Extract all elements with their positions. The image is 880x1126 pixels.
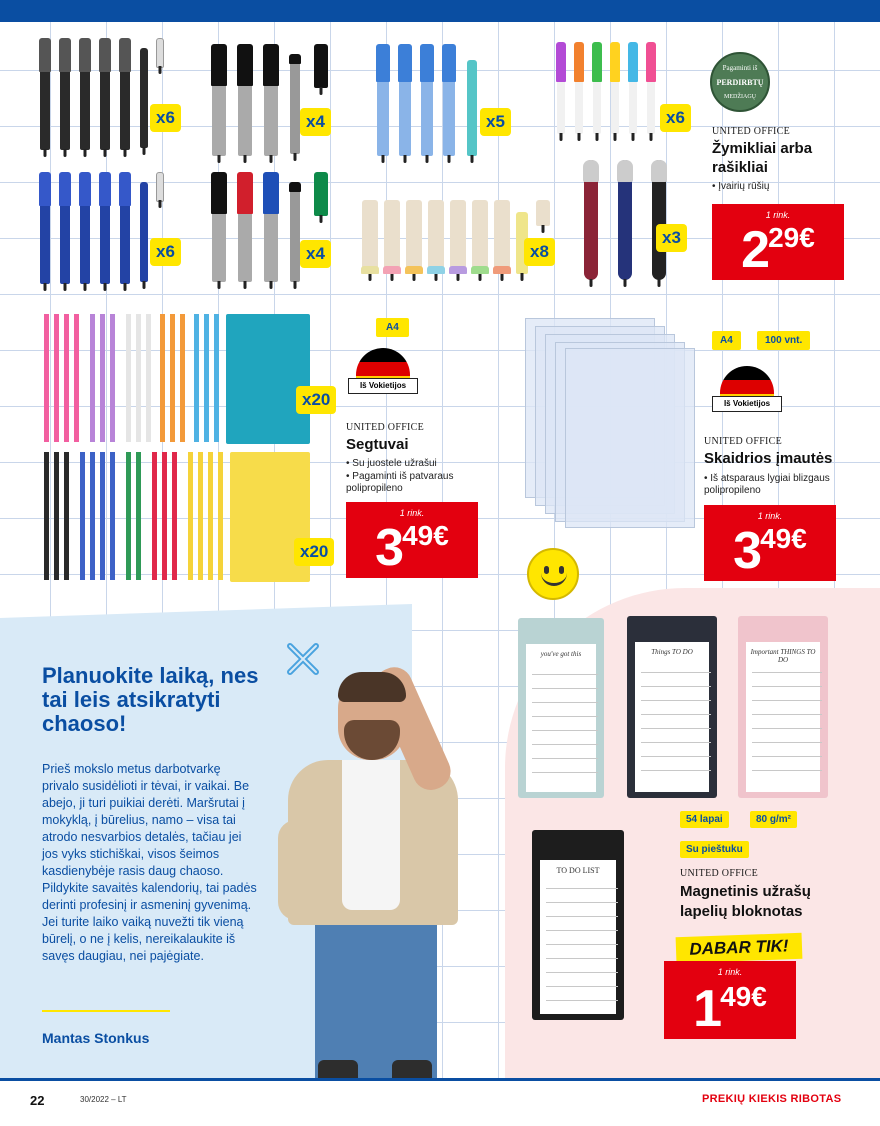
sheet-protectors-image — [525, 318, 695, 528]
qty-badge: x20 — [294, 538, 334, 566]
blog-body: Prieš mokslo metus darbotvarkę privalo susidėlioti ir tėvai, ir vaikai. Be abejo, ji turi puikiai derėti. Maršrutai į mokyklą, į būrelius, namo – visa tai atrodo nesvarbios detalės, tačiau jei jos vyks stichiškai, visos šeimos kasdienybėje rasis daug chaoso. Pildykite savaitės kalendorių, tai padės derinti profesinį ir asmeninį gyvenimą. Jei turite laiko vaiką nuvežti tik vieną būrelį, o ne į kelis, nereikalaukite iš savęs daugiau, nei pajėgiate. — [42, 762, 257, 963]
germany-origin-badge — [348, 348, 418, 404]
blog-title: Planuokite laiką, nes tai leis atsikratyti chaoso! — [42, 663, 259, 737]
product-brand: UNITED OFFICE — [680, 868, 759, 879]
divider — [42, 1010, 170, 1012]
person-photo — [315, 910, 437, 1078]
blog-author: Mantas Stonkus — [42, 1030, 150, 1046]
pad-label: TO DO LIST — [556, 866, 600, 875]
promo-banner: DABAR TIK! — [676, 933, 803, 963]
folders-top-stack — [42, 314, 310, 444]
product-bullet: polipropileno — [704, 485, 761, 496]
page-number: 22 — [30, 1093, 45, 1108]
limited-stock-notice: PREKIŲ KIEKIS RIBOTAS — [702, 1093, 842, 1105]
folders-bottom-stack — [42, 452, 310, 582]
smiley-face-icon — [527, 548, 579, 600]
pages-tag: 54 lapai — [680, 811, 729, 828]
product-bullet: • Pagaminti iš patvaraus — [346, 471, 454, 482]
notepad-image — [532, 830, 624, 1020]
pad-label: Things TO DO — [651, 648, 693, 656]
person-hair — [338, 672, 406, 702]
product-brand: UNITED OFFICE — [712, 126, 791, 137]
notepad-image — [738, 616, 828, 798]
price-unit: 1 rink. — [757, 511, 783, 521]
qty-badge: x6 — [150, 104, 181, 132]
price-value: $1^{49€}$ — [693, 980, 767, 1038]
price-tag — [704, 505, 836, 581]
price-tag — [712, 204, 844, 280]
origin-label: Iš Vokietijos — [348, 378, 418, 394]
qty-badge: x4 — [300, 240, 331, 268]
product-title: Segtuvai — [346, 436, 409, 453]
count-tag: 100 vnt. — [757, 331, 810, 350]
qty-badge: x4 — [300, 108, 331, 136]
qty-badge: x8 — [524, 238, 555, 266]
badge-line: Pagaminti iš — [722, 64, 758, 72]
price-value: $3^{49€}$ — [375, 519, 449, 577]
pens-blue-row — [38, 172, 168, 292]
product-bullet: • Iš atsparaus lygiai blizgaus — [704, 473, 830, 484]
blog-panel-edge — [0, 604, 412, 618]
markers-black-row — [210, 44, 340, 164]
price-tag — [346, 502, 478, 578]
size-tag: A4 — [376, 318, 409, 337]
notepad-image — [627, 616, 717, 798]
gel-pens-color-row — [555, 42, 665, 142]
qty-badge: x6 — [150, 238, 181, 266]
product-title: Žymikliai arba — [712, 140, 813, 157]
origin-label: Iš Vokietijos — [712, 396, 782, 412]
person-shoe — [318, 1060, 358, 1078]
badge-line: MEDŽIAGŲ — [724, 94, 756, 100]
pens-transparent-blue-row — [375, 44, 505, 164]
price-value: $2^{29€}$ — [741, 221, 815, 279]
pad-label: you've got this — [540, 650, 582, 658]
product-brand: UNITED OFFICE — [346, 422, 425, 433]
issue-label: 30/2022 – LT — [80, 1095, 127, 1104]
markers-color-row — [210, 172, 340, 292]
qty-badge: x3 — [656, 224, 687, 252]
product-title: Skaidrios įmautės — [704, 450, 833, 467]
price-tag — [664, 961, 796, 1039]
qty-badge: x5 — [480, 108, 511, 136]
pens-black-row — [38, 38, 168, 158]
qty-badge: x20 — [296, 386, 336, 414]
notepad-image — [518, 618, 604, 798]
size-tag: A4 — [712, 331, 741, 350]
recycled-materials-badge — [710, 52, 770, 112]
product-title: Magnetinis užrašų — [680, 883, 811, 900]
person-shoe — [392, 1060, 432, 1078]
price-unit: 1 rink. — [399, 508, 425, 518]
price-value: $3^{49€}$ — [733, 522, 807, 580]
germany-origin-badge — [712, 366, 782, 422]
top-bar — [0, 0, 880, 22]
price-unit: 1 rink. — [717, 967, 743, 977]
pencil-tag: Su pieštuku — [680, 841, 749, 858]
badge-line: PERDIRBTŲ — [716, 78, 764, 87]
product-bullet: • Su juostele užrašui — [346, 458, 437, 469]
product-brand: UNITED OFFICE — [704, 436, 783, 447]
qty-badge: x6 — [660, 104, 691, 132]
product-title: rašikliai — [712, 159, 768, 176]
pad-label: Important THINGS TO DO — [750, 648, 816, 664]
person-tshirt — [342, 760, 400, 910]
cross-icon — [284, 640, 322, 678]
price-unit: 1 rink. — [765, 210, 791, 220]
product-bullet: • Įvairių rūšių — [712, 181, 770, 192]
weight-tag: 80 g/m² — [750, 811, 797, 828]
product-title: lapelių bloknotas — [680, 903, 803, 920]
product-bullet: polipropileno — [346, 483, 403, 494]
